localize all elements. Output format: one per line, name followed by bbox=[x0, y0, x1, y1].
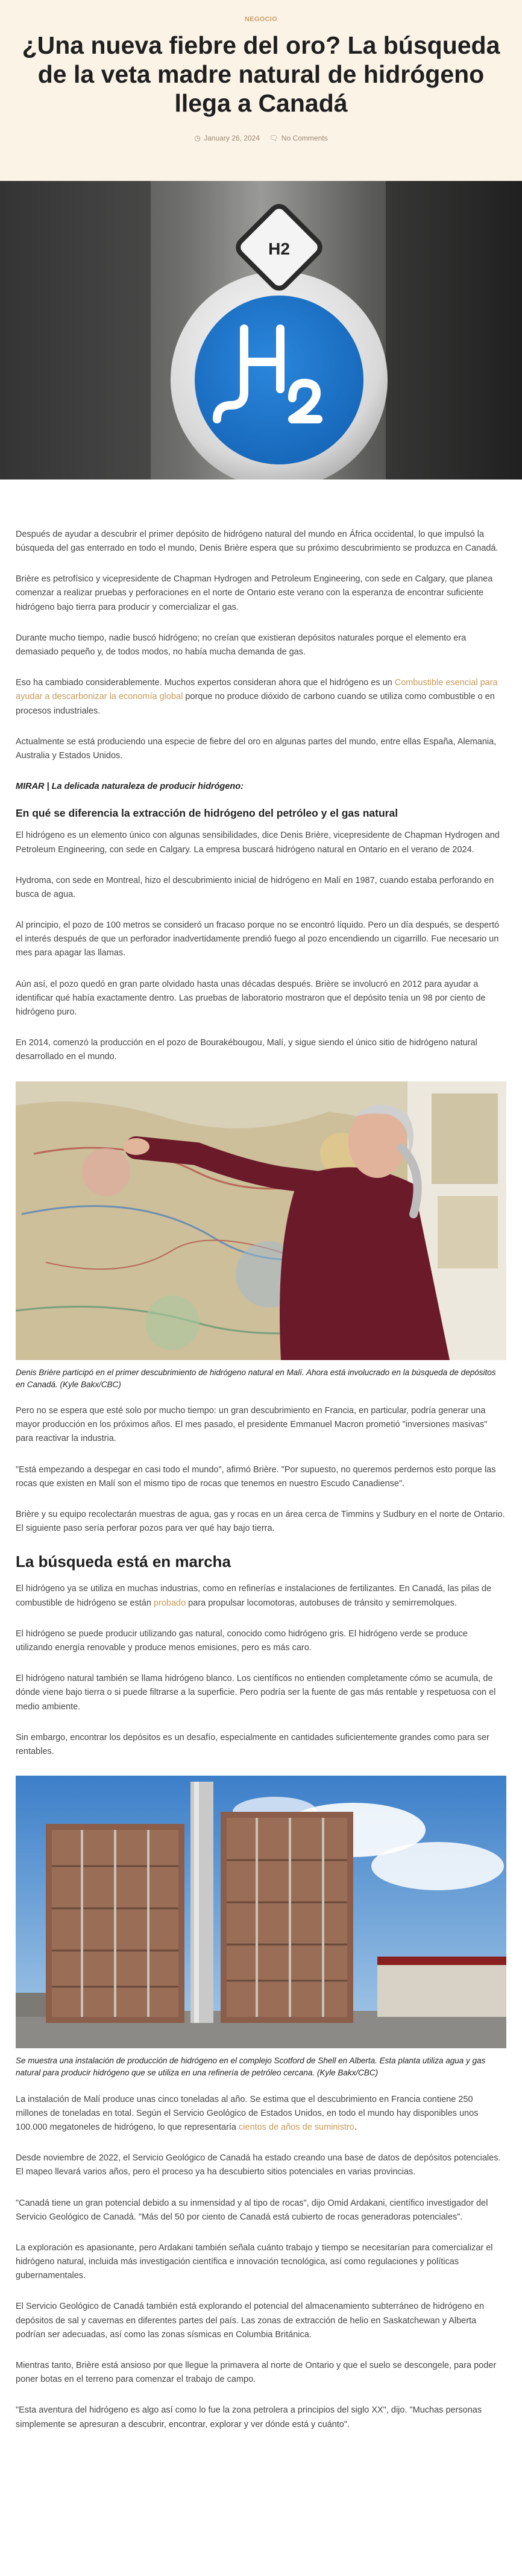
paragraph: El hidrógeno natural también se llama hidrógeno blanco. Los científicos no entienden completamente cómo se acumula, de dónde viene bajo tierra o si puede filtrarse a la superficie. Pero podría ser la fuente de gas más rentable y respetuosa con el medio ambiente. bbox=[16, 1674, 496, 1712]
video-label: MIRAR | La delicada naturaleza de producir hidrógeno: bbox=[16, 782, 244, 792]
paragraph: Al principio, el pozo de 100 metros se consideró un fracaso porque no se encontró líquido. Pero un día después, se despertó el interés después de que un perforador inadvertidamente prendió fuego al pozo encendiendo un cigarrillo. Fue necesario un mes para apagar las llamas. bbox=[16, 920, 500, 958]
paragraph bbox=[16, 1582, 506, 1610]
paragraph: Desde noviembre de 2022, el Servicio Geológico de Canadá ha estado creando una base de datos de depósitos potenciales. El mapeo llevará varios años, pero el proceso ya ha descubierto sitios potenciales en varias provincias. bbox=[16, 2153, 501, 2177]
inline-link[interactable]: Combustible esencial para ayudar a descarbonizar la economía global bbox=[16, 678, 498, 702]
featured-image bbox=[0, 181, 522, 479]
post-date[interactable]: ◷ January 26, 2024 bbox=[194, 133, 260, 142]
paragraph-text: . bbox=[354, 2122, 357, 2132]
section-subheading: En qué se diferencia la extracción de hidrógeno del petróleo y el gas natural bbox=[16, 807, 398, 820]
article-body bbox=[0, 479, 522, 2432]
paragraph: Sin embargo, encontrar los depósitos es un desafío, especialmente en cantidades suficientemente grandes como para ser rentables. bbox=[16, 1732, 489, 1756]
paragraph-text: Eso ha cambiado considerablemente. Muchos expertos consideran ahora que el hidrógeno es un bbox=[16, 678, 395, 688]
h2-badge-text: H2 bbox=[268, 239, 290, 258]
paragraph: "Está empezando a despegar en casi todo el mundo", afirmó Brière. "Por supuesto, no queremos perdernos esto porque las rocas que existen en Malí son el mismo tipo de rocas que tenemos en nuestro Escudo Canadiense". bbox=[16, 1464, 496, 1489]
category-link[interactable]: NEGOCIO bbox=[244, 16, 278, 23]
image-caption: Se muestra una instalación de producción de hidrógeno en el complejo Scotford de Shell en Alberta. Esta planta utiliza agua y gas natural para producir hidrógeno que se utiliza en una refinería de petróleo cercana. (Kyle Bakx/CBC) bbox=[16, 2056, 486, 2078]
paragraph: Aún así, el pozo quedó en gran parte olvidado hasta unas décadas después. Brière se involucró en 2012 para ayudar a identificar qué había exactamente dentro. Las pruebas de laboratorio mostraron que el depósito tenía un 98 por ciento de hidrógeno puro. bbox=[16, 979, 486, 1017]
paragraph bbox=[16, 2093, 506, 2135]
section-heading: La búsqueda está en marcha bbox=[16, 1552, 231, 1571]
paragraph: El hidrógeno es un elemento único con algunas sensibilidades, dice Denis Brière, vicepresidente de Chapman Hydrogen and Petroleum Engineering, con sede en Calgary. La empresa buscará hidrógeno natural en Ontario en el verano de 2024. bbox=[16, 831, 500, 855]
post-meta bbox=[0, 134, 522, 142]
paragraph: Durante mucho tiempo, nadie buscó hidrógeno; no creían que existieran depósitos naturales porque el elemento era demasiado pequeño y, de todos modos, no había mucha demanda de gas. bbox=[16, 633, 467, 657]
photo-hydrogen-plant bbox=[16, 1776, 506, 2051]
paragraph: Hydroma, con sede en Montreal, hizo el descubrimiento inicial de hidrógeno en Malí en 1987, cuando estaba perforando en busca de agua. bbox=[16, 875, 494, 899]
paragraph: El Servicio Geológico de Canadá también está explorando el potencial del almacenamiento subterráneo de hidrógeno en depósitos de sal y cavernas en diferentes partes del país. Las zonas de extracción de helio en Saskatchewan y Alberta podrían ser adecuadas, así como las zonas sísmicas en Columbia Británica. bbox=[16, 2302, 485, 2340]
paragraph: "Esta aventura del hidrógeno es algo así como lo fue la zona petrolera a principios del siglo XX", dijo. "Muchas personas simplemente se apresuran a descubrir, encontrar, explorar y ver dónde está y cuánto". bbox=[16, 2405, 482, 2429]
paragraph: Después de ayudar a descubrir el primer depósito de hidrógeno natural del mundo en África occidental, lo que impulsó la búsqueda del gas enterrado en todo el mundo, Denis Brière espera que su próximo descubrimiento se produzca en Canadá. bbox=[16, 529, 498, 554]
paragraph-text: para propulsar locomotoras, autobuses de tránsito y semirremolques. bbox=[186, 1598, 457, 1608]
paragraph-text: La instalación de Malí produce unas cinco toneladas al año. Se estima que el descubrimiento en Francia contiene 250 millones de toneladas en total. Según el Servicio Geológico de Estados Unidos, en todo el mundo hay disponibles unos 100.000 megatoneles de hidrógeno, lo que representaría bbox=[16, 2094, 479, 2132]
paragraph-text: porque no produce dióxido de carbono cuando se utiliza como combustible o en procesos industriales. bbox=[16, 692, 495, 716]
paragraph: Mientras tanto, Brière está ansioso por que llegue la primavera al norte de Ontario y que el suelo se descongele, para poder poner botas en el terreno para comenzar el trabajo de campo. bbox=[16, 2361, 497, 2385]
paragraph: Brière es petrofísico y vicepresidente de Chapman Hydrogen and Petroleum Engineering, con sede en Calgary, que planea comenzar a realizar pruebas y perforaciones en el norte de Ontario este verano con la esperanza de encontrar suficiente hidrógeno bajo tierra para producir y comercializar el gas. bbox=[16, 574, 493, 612]
paragraph bbox=[16, 676, 506, 718]
h2-icon-text: H2 bbox=[278, 446, 280, 447]
paragraph: La exploración es apasionante, pero Ardakani también señala cuánto trabajo y tiempo se necesitarían para comercializar el hidrógeno natural, incluida más investigación científica e innovación tecnológica, así como regulaciones y políticas gubernamentales. bbox=[16, 2242, 493, 2281]
photo-briere-map bbox=[16, 1081, 506, 1363]
paragraph: El hidrógeno se puede producir utilizando gas natural, conocido como hidrógeno gris. El hidrógeno verde se produce utilizando energía renovable y produce menos emisiones, pero es más caro. bbox=[16, 1628, 468, 1653]
article-header bbox=[0, 0, 522, 181]
clock-icon: ◷ bbox=[194, 133, 201, 142]
paragraph: Brière y su equipo recolectarán muestras de agua, gas y rocas en un área cerca de Timmins y Sudbury en el norte de Ontario. El siguiente paso sería perforar pozos para ver qué hay bajo tierra. bbox=[16, 1510, 505, 1534]
paragraph: Actualmente se está produciendo una especie de fiebre del oro en algunas partes del mundo, entre ellas España, Alemania, Australia y Estados Unidos. bbox=[16, 736, 497, 761]
paragraph-text: El hidrógeno ya se utiliza en muchas industrias, como en refinerías e instalaciones de fertilizantes. En Canadá, las pilas de combustible de hidrógeno se están bbox=[16, 1584, 492, 1608]
paragraph: "Canadá tiene un gran potencial debido a su inmensidad y al tipo de rocas", dijo Omid Ardakani, científico investigador del Servicio Geológico de Canadá. "Más del 50 por ciento de Canadá está cubierto de rocas generadoras potenciales". bbox=[16, 2198, 488, 2222]
paragraph: Pero no se espera que esté solo por mucho tiempo: un gran descubrimiento en Francia, en particular, podría generar una mayor producción en los próximos años. El mes pasado, el presidente Emmanuel Macron prometió "inversiones masivas" para reactivar la industria. bbox=[16, 1406, 488, 1444]
paragraph: En 2014, comenzó la producción en el pozo de Bourakébougou, Malí, y sigue siendo el único sitio de hidrógeno natural desarrollado en el mundo. bbox=[16, 1038, 477, 1062]
image-caption: Denis Brière participó en el primer descubrimiento de hidrógeno natural en Malí. Ahora está involucrado en la búsqueda de depósitos en Canadá. (Kyle Bakx/CBC) bbox=[16, 1367, 496, 1389]
inline-link[interactable]: cientos de años de suministro bbox=[239, 2122, 354, 2132]
inline-link[interactable]: probado bbox=[153, 1598, 186, 1608]
comment-icon: 🗨 bbox=[269, 133, 278, 142]
article-title: ¿Una nueva fiebre del oro? La búsqueda de la veta madre natural de hidrógeno llega a Canadá bbox=[22, 31, 500, 117]
comments-link[interactable]: 🗨 No Comments bbox=[269, 133, 328, 142]
